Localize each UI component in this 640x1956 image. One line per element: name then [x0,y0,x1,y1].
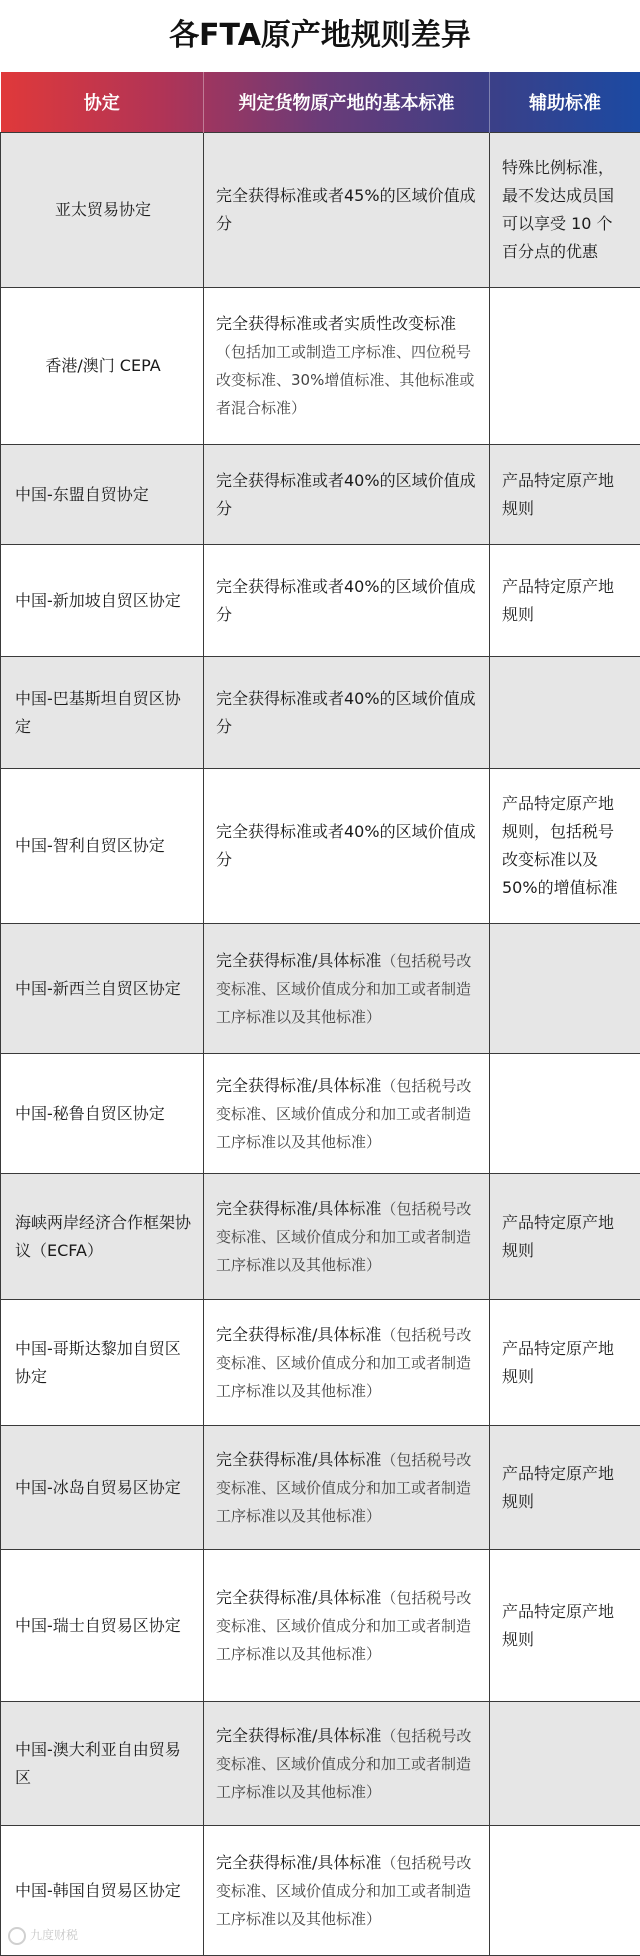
basic-standard-cell [204,769,490,924]
table-row [1,657,640,769]
agreement-cell: 中国-巴基斯坦自贸区协定 [1,657,204,769]
fta-rules-table [0,72,640,1956]
basic-standard-main: 完全获得标准/具体标准 [216,1324,382,1344]
basic-standard-cell [204,1550,490,1702]
table-row [1,1300,640,1426]
table-row [1,1550,640,1702]
basic-standard-cell [204,657,490,769]
basic-standard-main: 完全获得标准或者40%的区域价值成分 [216,822,476,869]
basic-standard-detail: （包括税号改变标准、区域价值成分和加工或者制造工序标准以及其他标准） [216,1588,472,1663]
basic-standard-main: 完全获得标准/具体标准 [216,1852,382,1872]
basic-standard-cell [204,1702,490,1826]
basic-standard-cell [204,288,490,445]
aux-standard-cell [490,657,640,769]
basic-standard-detail: （包括加工或制造工序标准、四位税号改变标准、30%增值标准、其他标准或者混合标准） [216,343,475,417]
agreement-cell: 香港/澳门 CEPA [1,288,204,445]
header-aux-standard: 辅助标准 [490,72,640,133]
table-row [1,1054,640,1174]
table-row [1,445,640,545]
watermark [8,1926,78,1945]
basic-standard-main: 完全获得标准/具体标准 [216,950,382,970]
agreement-cell: 中国-哥斯达黎加自贸区协定 [1,1300,204,1426]
agreement-cell: 中国-新西兰自贸区协定 [1,924,204,1054]
aux-standard-cell [490,288,640,445]
agreement-cell: 中国-秘鲁自贸区协定 [1,1054,204,1174]
aux-standard-cell: 产品特定原产地规则 [490,1426,640,1550]
watermark-logo-icon [8,1927,26,1945]
agreement-cell: 中国-韩国自贸易区协定 [1,1826,204,1956]
aux-standard-cell [490,1054,640,1174]
table-row [1,133,640,288]
basic-standard-main: 完全获得标准/具体标准 [216,1449,382,1469]
basic-standard-cell [204,1826,490,1956]
aux-standard-cell: 产品特定原产地规则 [490,1174,640,1300]
agreement-cell: 亚太贸易协定 [1,133,204,288]
aux-standard-cell: 产品特定原产地规则 [490,545,640,657]
basic-standard-main: 完全获得标准或者40%的区域价值成分 [216,470,476,518]
aux-standard-cell [490,924,640,1054]
agreement-cell: 海峡两岸经济合作框架协议（ECFA） [1,1174,204,1300]
aux-standard-cell [490,1826,640,1956]
table-row [1,1826,640,1956]
agreement-cell: 中国-智利自贸区协定 [1,769,204,924]
basic-standard-detail: （包括税号改变标准、区域价值成分和加工或者制造工序标准以及其他标准） [216,1325,472,1400]
basic-standard-main: 完全获得标准/具体标准 [216,1725,382,1745]
basic-standard-detail: （包括税号改变标准、区域价值成分和加工或者制造工序标准以及其他标准） [216,1450,472,1525]
table-row [1,769,640,924]
basic-standard-detail: （包括税号改变标准、区域价值成分和加工或者制造工序标准以及其他标准） [216,951,472,1026]
agreement-cell: 中国-澳大利亚自由贸易区 [1,1702,204,1826]
agreement-cell: 中国-冰岛自贸易区协定 [1,1426,204,1550]
aux-standard-cell: 产品特定原产地规则 [490,1300,640,1426]
basic-standard-cell [204,133,490,288]
header-basic-standard: 判定货物原产地的基本标准 [204,72,490,133]
table-row [1,288,640,445]
basic-standard-cell [204,1054,490,1174]
basic-standard-main: 完全获得标准或者40%的区域价值成分 [216,688,476,736]
table-row [1,545,640,657]
table-row [1,924,640,1054]
aux-standard-cell: 产品特定原产地规则，包括税号改变标准以及50%的增值标准 [490,769,640,924]
basic-standard-detail: （包括税号改变标准、区域价值成分和加工或者制造工序标准以及其他标准） [216,1076,472,1151]
basic-standard-main: 完全获得标准/具体标准 [216,1075,382,1095]
basic-standard-cell [204,924,490,1054]
basic-standard-detail: （包括税号改变标准、区域价值成分和加工或者制造工序标准以及其他标准） [216,1853,472,1928]
basic-standard-cell [204,545,490,657]
aux-standard-cell [490,1702,640,1826]
agreement-cell: 中国-东盟自贸协定 [1,445,204,545]
aux-standard-cell: 特殊比例标准，最不发达成员国可以享受 10 个百分点的优惠 [490,133,640,288]
aux-standard-cell: 产品特定原产地规则 [490,445,640,545]
table-row [1,1426,640,1550]
basic-standard-detail: （包括税号改变标准、区域价值成分和加工或者制造工序标准以及其他标准） [216,1199,472,1274]
basic-standard-main: 完全获得标准或者40%的区域价值成分 [216,576,476,624]
basic-standard-cell [204,445,490,545]
header-agreement: 协定 [1,72,204,133]
agreement-cell: 中国-新加坡自贸区协定 [1,545,204,657]
basic-standard-main: 完全获得标准/具体标准 [216,1198,382,1218]
basic-standard-cell [204,1426,490,1550]
basic-standard-detail: （包括税号改变标准、区域价值成分和加工或者制造工序标准以及其他标准） [216,1726,472,1801]
table-row [1,1174,640,1300]
table-row [1,1702,640,1826]
basic-standard-cell [204,1300,490,1426]
basic-standard-main: 完全获得标准或者实质性改变标准 [216,314,457,333]
page-title: 各FTA原产地规则差异 [169,18,471,53]
agreement-cell: 中国-瑞士自贸易区协定 [1,1550,204,1702]
table-header-row [1,72,640,133]
basic-standard-main: 完全获得标准或者45%的区域价值成分 [216,186,476,233]
aux-standard-cell: 产品特定原产地规则 [490,1550,640,1702]
basic-standard-cell [204,1174,490,1300]
basic-standard-main: 完全获得标准/具体标准 [216,1587,382,1607]
watermark-text: 九度财税 [30,1928,79,1942]
